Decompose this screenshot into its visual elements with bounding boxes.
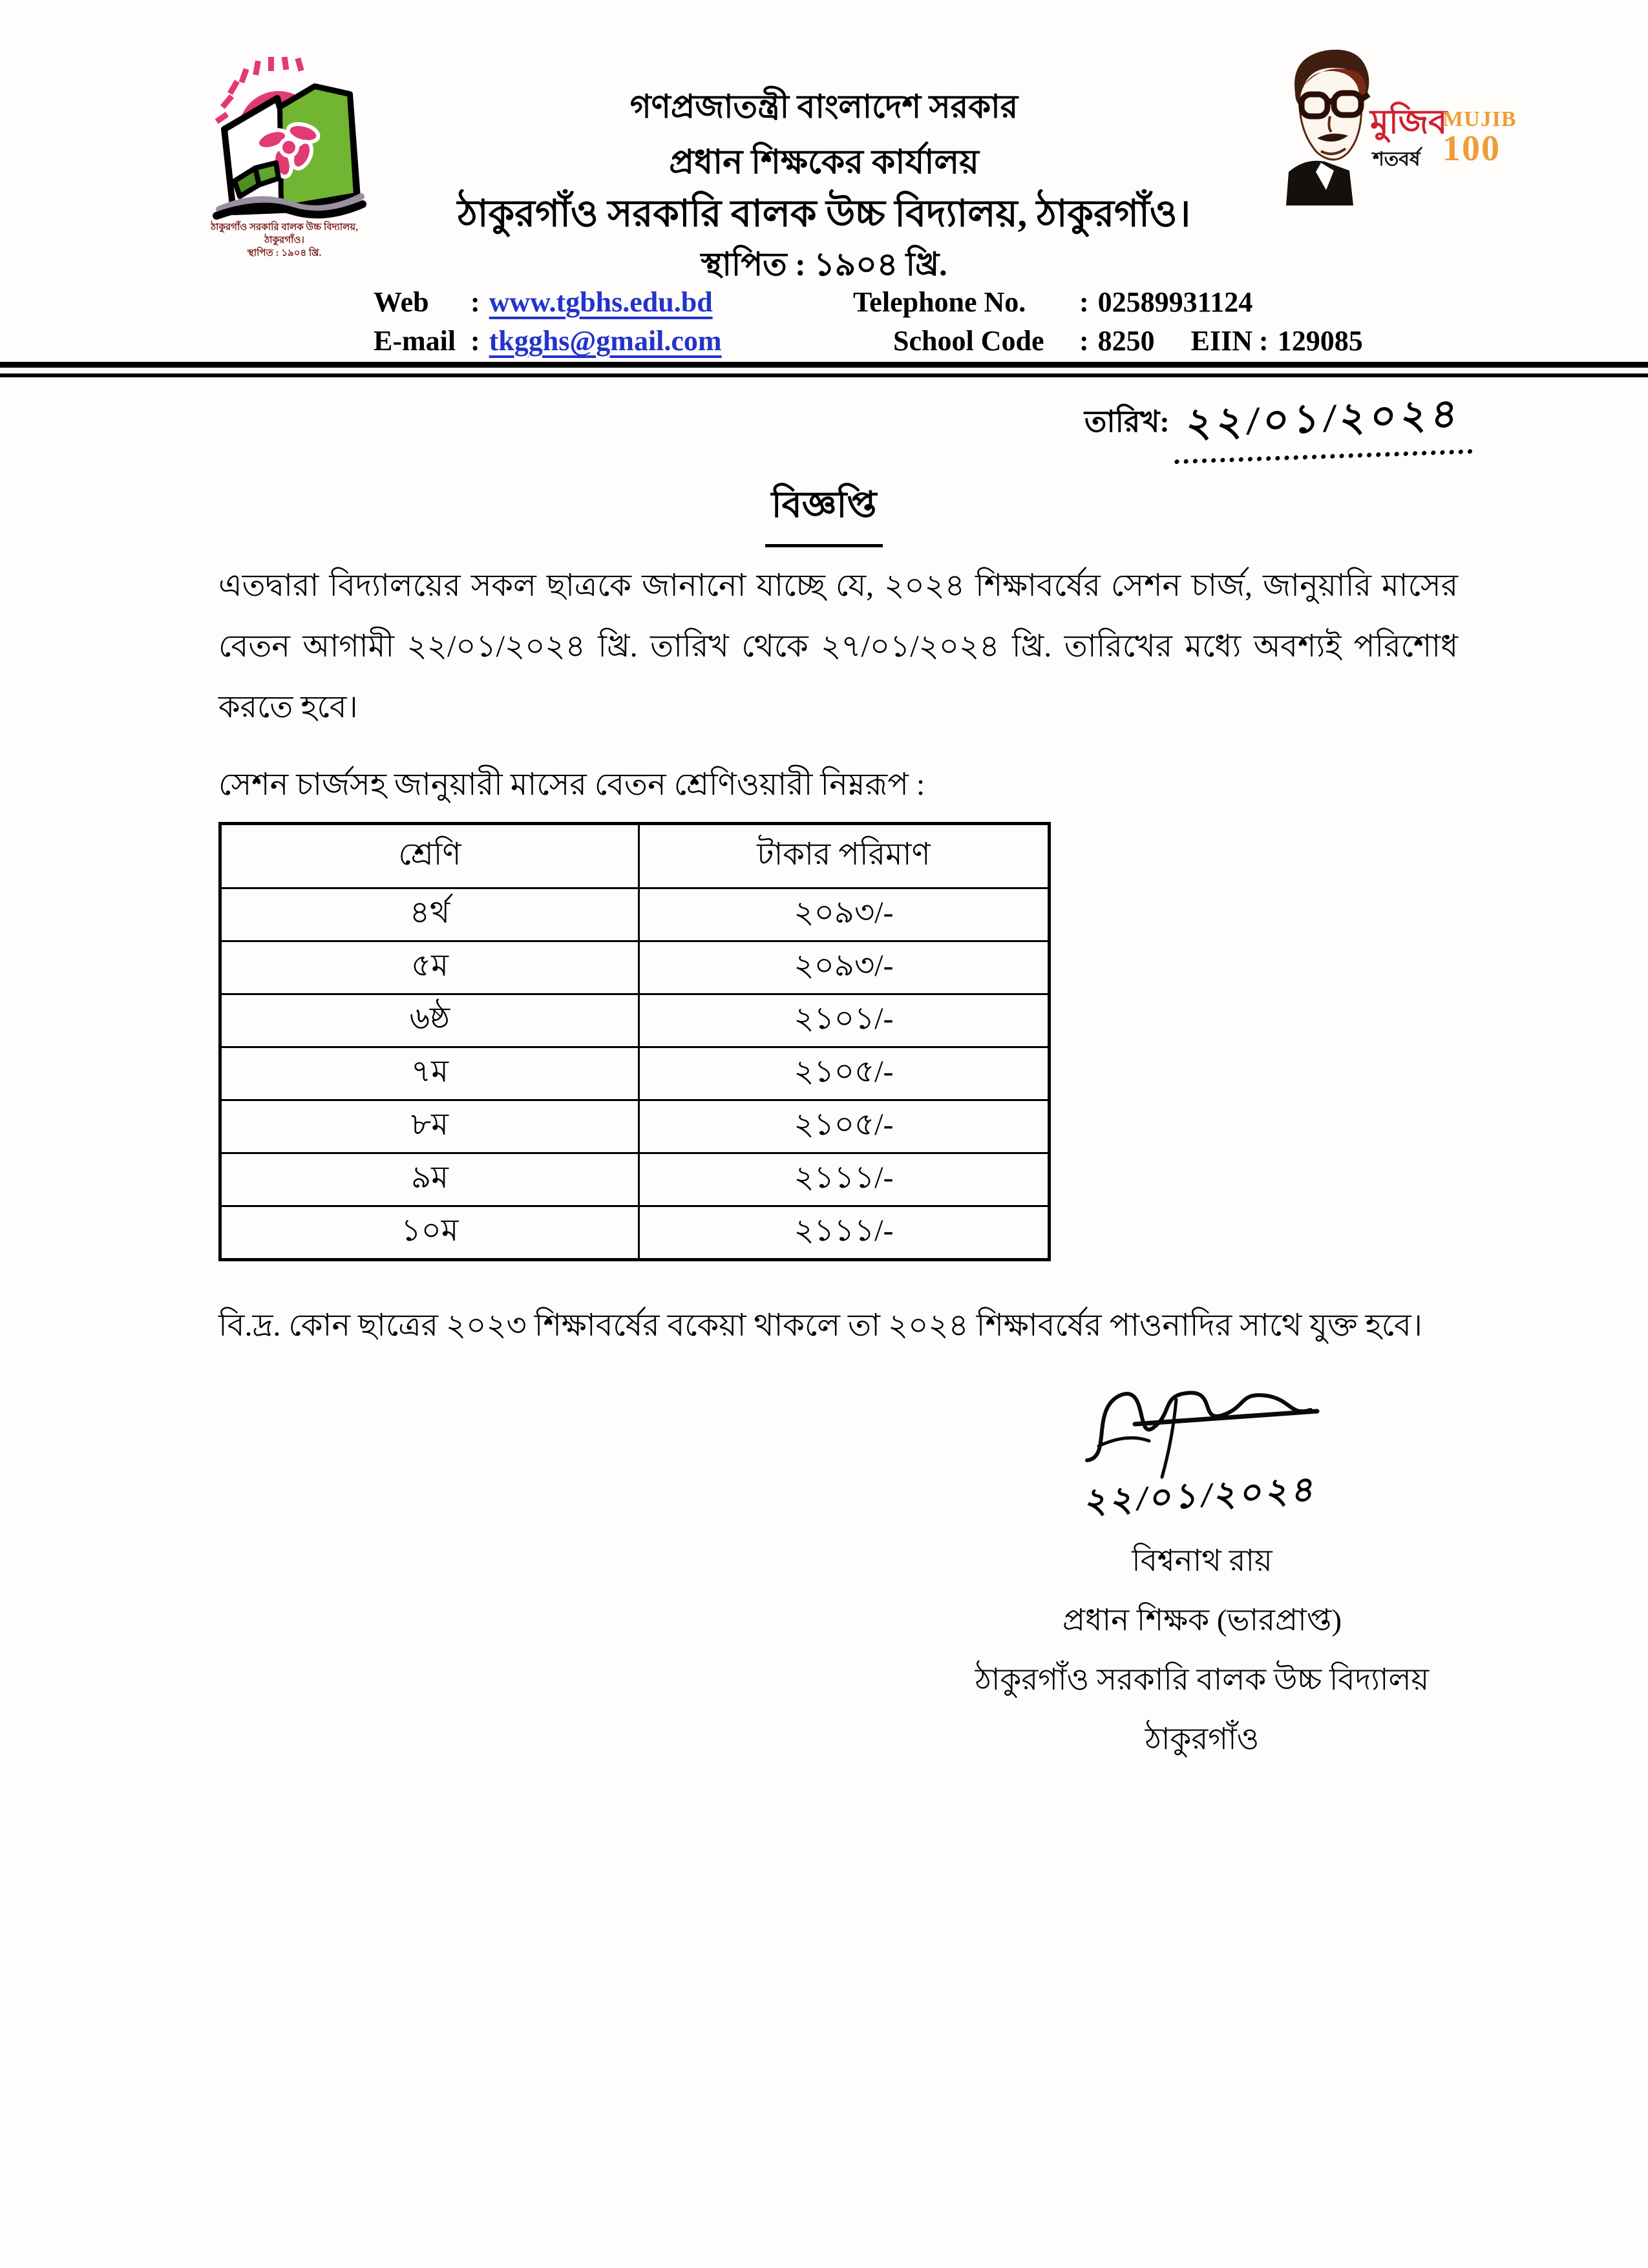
notice-title-wrap xyxy=(0,477,1648,547)
class-cell: ৯ম xyxy=(220,1153,639,1206)
table-row xyxy=(220,1206,1050,1260)
website-link[interactable]: www.tgbhs.edu.bd xyxy=(489,286,713,318)
contact-right-column xyxy=(853,283,1363,361)
page-title: বিজ্ঞপ্তি xyxy=(765,477,883,547)
amount-cell: ২১০৫/- xyxy=(639,1047,1049,1100)
amount-cell: ২০৯৩/- xyxy=(639,888,1049,941)
class-cell: ৭ম xyxy=(220,1047,639,1100)
signature-block xyxy=(924,1383,1480,1769)
fee-table-header-row xyxy=(220,824,1050,888)
mujib-bengali-wordmark: মুজিব xyxy=(1370,104,1448,141)
table-row xyxy=(220,1100,1050,1153)
school-logo-caption-line2: স্থাপিত : ১৯০৪ খ্রি. xyxy=(247,248,322,258)
mujib-english-wordmark: MUJIB xyxy=(1442,107,1517,131)
amount-cell: ২১০১/- xyxy=(639,994,1049,1047)
school-logo-caption-line1: ঠাকুরগাঁও সরকারি বালক উচ্চ বিদ্যালয়, ঠাকুরগাঁও। xyxy=(211,222,358,246)
school-code-label: School Code xyxy=(893,325,1044,357)
office-line: প্রধান শিক্ষকের কার্যালয় xyxy=(669,144,979,181)
date-label: তারিখ: xyxy=(1084,405,1170,438)
signature-scribble-icon xyxy=(1073,1383,1331,1480)
school-code-value: 8250 xyxy=(1097,325,1155,357)
email-link[interactable]: tkgghs@gmail.com xyxy=(489,325,722,357)
contact-left-column xyxy=(374,283,722,361)
web-label: Web xyxy=(374,286,429,318)
email-label: E-mail xyxy=(374,325,456,357)
signatory-name: বিশ্বনাথ রায় xyxy=(1132,1544,1273,1578)
email-row xyxy=(374,322,722,361)
fee-table-header-class: শ্রেণি xyxy=(220,824,639,888)
note-paragraph: বি.দ্র. কোন ছাত্রের ২০২৩ শিক্ষাবর্ষের বকেয়া থাকলে তা ২০২৪ শিক্ষাবর্ষের পাওনাদির সাথে যুক্ত হবে। xyxy=(218,1308,1422,1343)
telephone-value: 02589931124 xyxy=(1097,286,1253,318)
colon: : xyxy=(1259,325,1269,357)
eiin-label: EIIN xyxy=(1190,325,1253,357)
table-row xyxy=(220,1047,1050,1100)
colon: : xyxy=(470,286,480,318)
colon: : xyxy=(1079,286,1089,318)
web-row xyxy=(374,283,722,322)
signatory-school: ঠাকুরগাঁও সরকারি বালক উচ্চ বিদ্যালয় xyxy=(975,1663,1430,1697)
class-cell: ৮ম xyxy=(220,1100,639,1153)
table-row xyxy=(220,941,1050,994)
mujib-100-wordmark: 100 xyxy=(1442,129,1501,169)
colon: : xyxy=(1079,325,1089,357)
notice-body-paragraph: এতদ্বারা বিদ্যালয়ের সকল ছাত্রকে জানানো যাচ্ছে যে, ২০২৪ শিক্ষাবর্ষের সেশন চার্জ, জানুয়ারি মাসের বেতন আগামী ২২/০১/২০২৪ খ্রি. তারিখ থেকে ২৭/০১/২০২৪ খ্রি. তারিখের মধ্যে অবশ্যই পরিশোধ করতে হবে। xyxy=(218,569,1458,724)
date-line xyxy=(1084,388,1475,459)
school-code-row xyxy=(853,322,1363,361)
school-name-line: ঠাকুরগাঁও সরকারি বালক উচ্চ বিদ্যালয়, ঠাকুরগাঁও। xyxy=(457,193,1191,235)
mujib-shotoborsho-wordmark: শতবর্ষ xyxy=(1373,149,1421,170)
signatory-place: ঠাকুরগাঁও xyxy=(1145,1723,1260,1756)
class-cell: ৫ম xyxy=(220,941,639,994)
fee-table-header-amount: টাকার পরিমাণ xyxy=(639,824,1049,888)
signature-date-handwritten: ২২/০১/২০২৪ xyxy=(1083,1469,1321,1521)
header-divider-rule xyxy=(0,362,1648,377)
class-cell: ৪র্থ xyxy=(220,888,639,941)
fee-table-intro: সেশন চার্জসহ জানুয়ারী মাসের বেতন শ্রেণিওয়ারী নিম্নরূপ : xyxy=(218,768,925,802)
colon: : xyxy=(470,325,480,357)
amount-cell: ২১১১/- xyxy=(639,1206,1049,1260)
amount-cell: ২১১১/- xyxy=(639,1153,1049,1206)
amount-cell: ২১০৫/- xyxy=(639,1100,1049,1153)
government-line: গণপ্রজাতন্ত্রী বাংলাদেশ সরকার xyxy=(629,89,1019,125)
fee-table xyxy=(218,822,1051,1261)
table-row xyxy=(220,888,1050,941)
established-line: স্থাপিত : ১৯০৪ খ্রি. xyxy=(701,246,947,282)
table-row xyxy=(220,1153,1050,1206)
telephone-row xyxy=(853,283,1363,322)
class-cell: ৬ষ্ঠ xyxy=(220,994,639,1047)
amount-cell: ২০৯৩/- xyxy=(639,941,1049,994)
eiin-value: 129085 xyxy=(1277,325,1363,357)
signatory-designation: প্রধান শিক্ষক (ভারপ্রাপ্ত) xyxy=(1062,1604,1342,1637)
telephone-label: Telephone No. xyxy=(853,286,1026,318)
table-row xyxy=(220,994,1050,1047)
class-cell: ১০ম xyxy=(220,1206,639,1260)
date-value-handwritten: ২২/০১/২০২৪ xyxy=(1174,383,1477,464)
